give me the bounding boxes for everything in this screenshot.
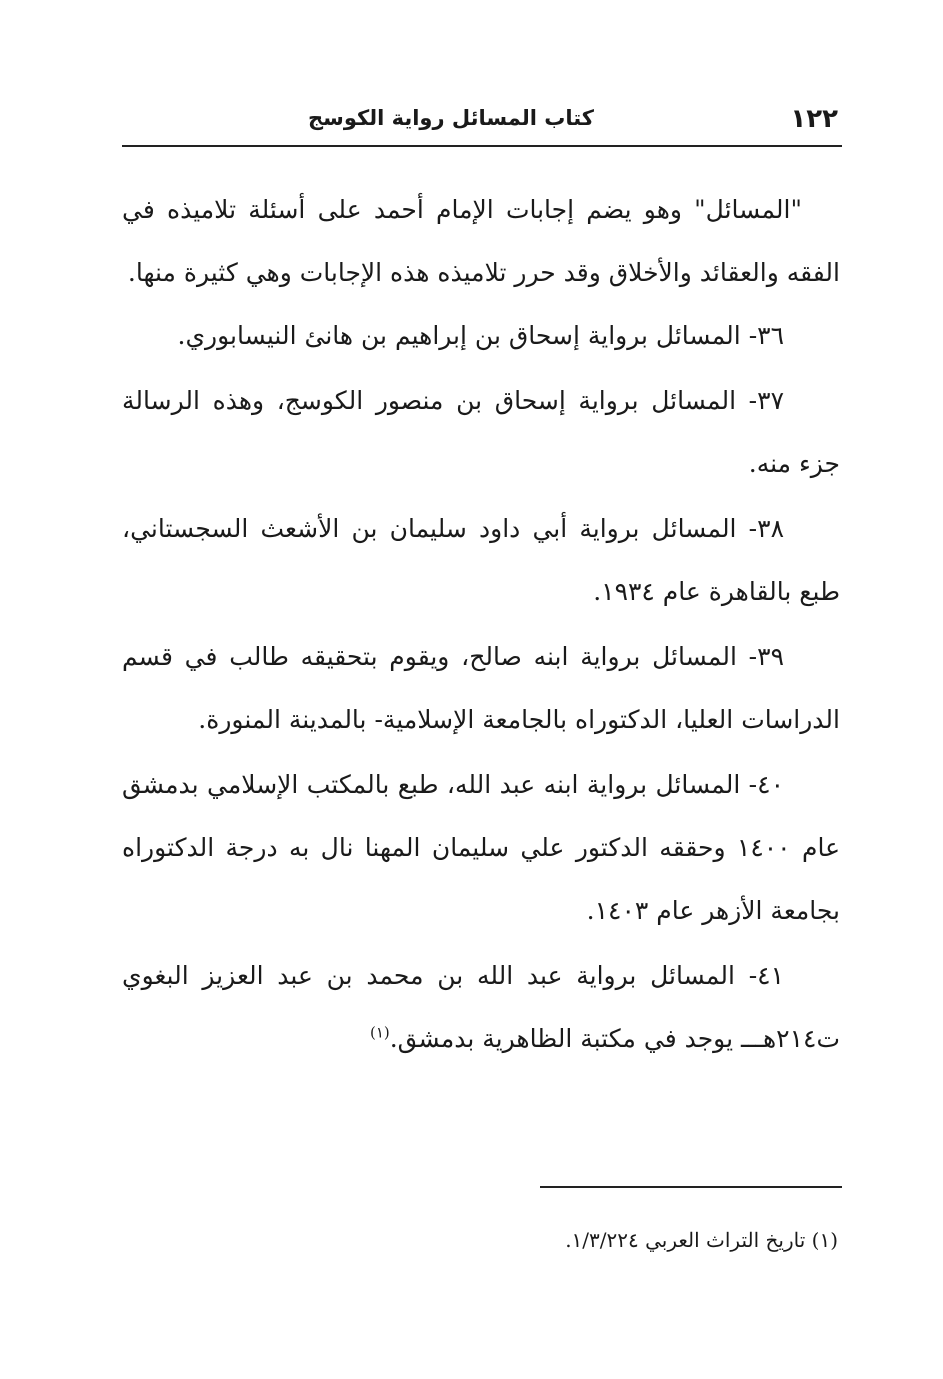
list-item-41-text: ٤١- المسائل برواية عبد الله بن محمد بن عبد العزيز البغوي ت٢١٤هـــ يوجد في مكتبة الظاهرية بدمشق. [122,961,840,1053]
list-item-41 [122,944,840,1070]
footnote: (١) تاريخ التراث العربي ١/٣/٢٢٤. [565,1228,838,1252]
page-number: ١٢٢ [790,104,838,134]
list-item-40: ٤٠- المسائل برواية ابنه عبد الله، طبع بالمكتب الإسلامي بدمشق عام ١٤٠٠ وحققه الدكتور علي سليمان المهنا نال به درجة الدكتوراه بجامعة الأزهر عام ١٤٠٣. [122,770,840,925]
list-item-38: ٣٨- المسائل برواية أبي داود سليمان بن الأشعث السجستاني، طبع بالقاهرة عام ١٩٣٤. [122,514,840,606]
footnote-reference: (١) [369,1023,390,1042]
footnote-rule [540,1186,842,1188]
body-text [122,178,840,1072]
list-item-36: ٣٦- المسائل برواية إسحاق بن إبراهيم بن هانئ النيسابوري. [177,321,784,350]
intro-paragraph: "المسائل" وهو يضم إجابات الإمام أحمد على أسئلة تلاميذه في الفقه والعقائد والأخلاق وقد حرر تلاميذه هذه الإجابات وهي كثيرة منها. [122,195,840,287]
header-rule [122,145,842,147]
running-title: كتاب المسائل رواية الكوسج [308,106,594,130]
page-header [122,100,842,140]
list-item-37: ٣٧- المسائل برواية إسحاق بن منصور الكوسج، وهذه الرسالة جزء منه. [122,386,840,478]
list-item-39: ٣٩- المسائل برواية ابنه صالح، ويقوم بتحقيقه طالب في قسم الدراسات العليا، الدكتوراه بالجامعة الإسلامية- بالمدينة المنورة. [122,642,840,734]
